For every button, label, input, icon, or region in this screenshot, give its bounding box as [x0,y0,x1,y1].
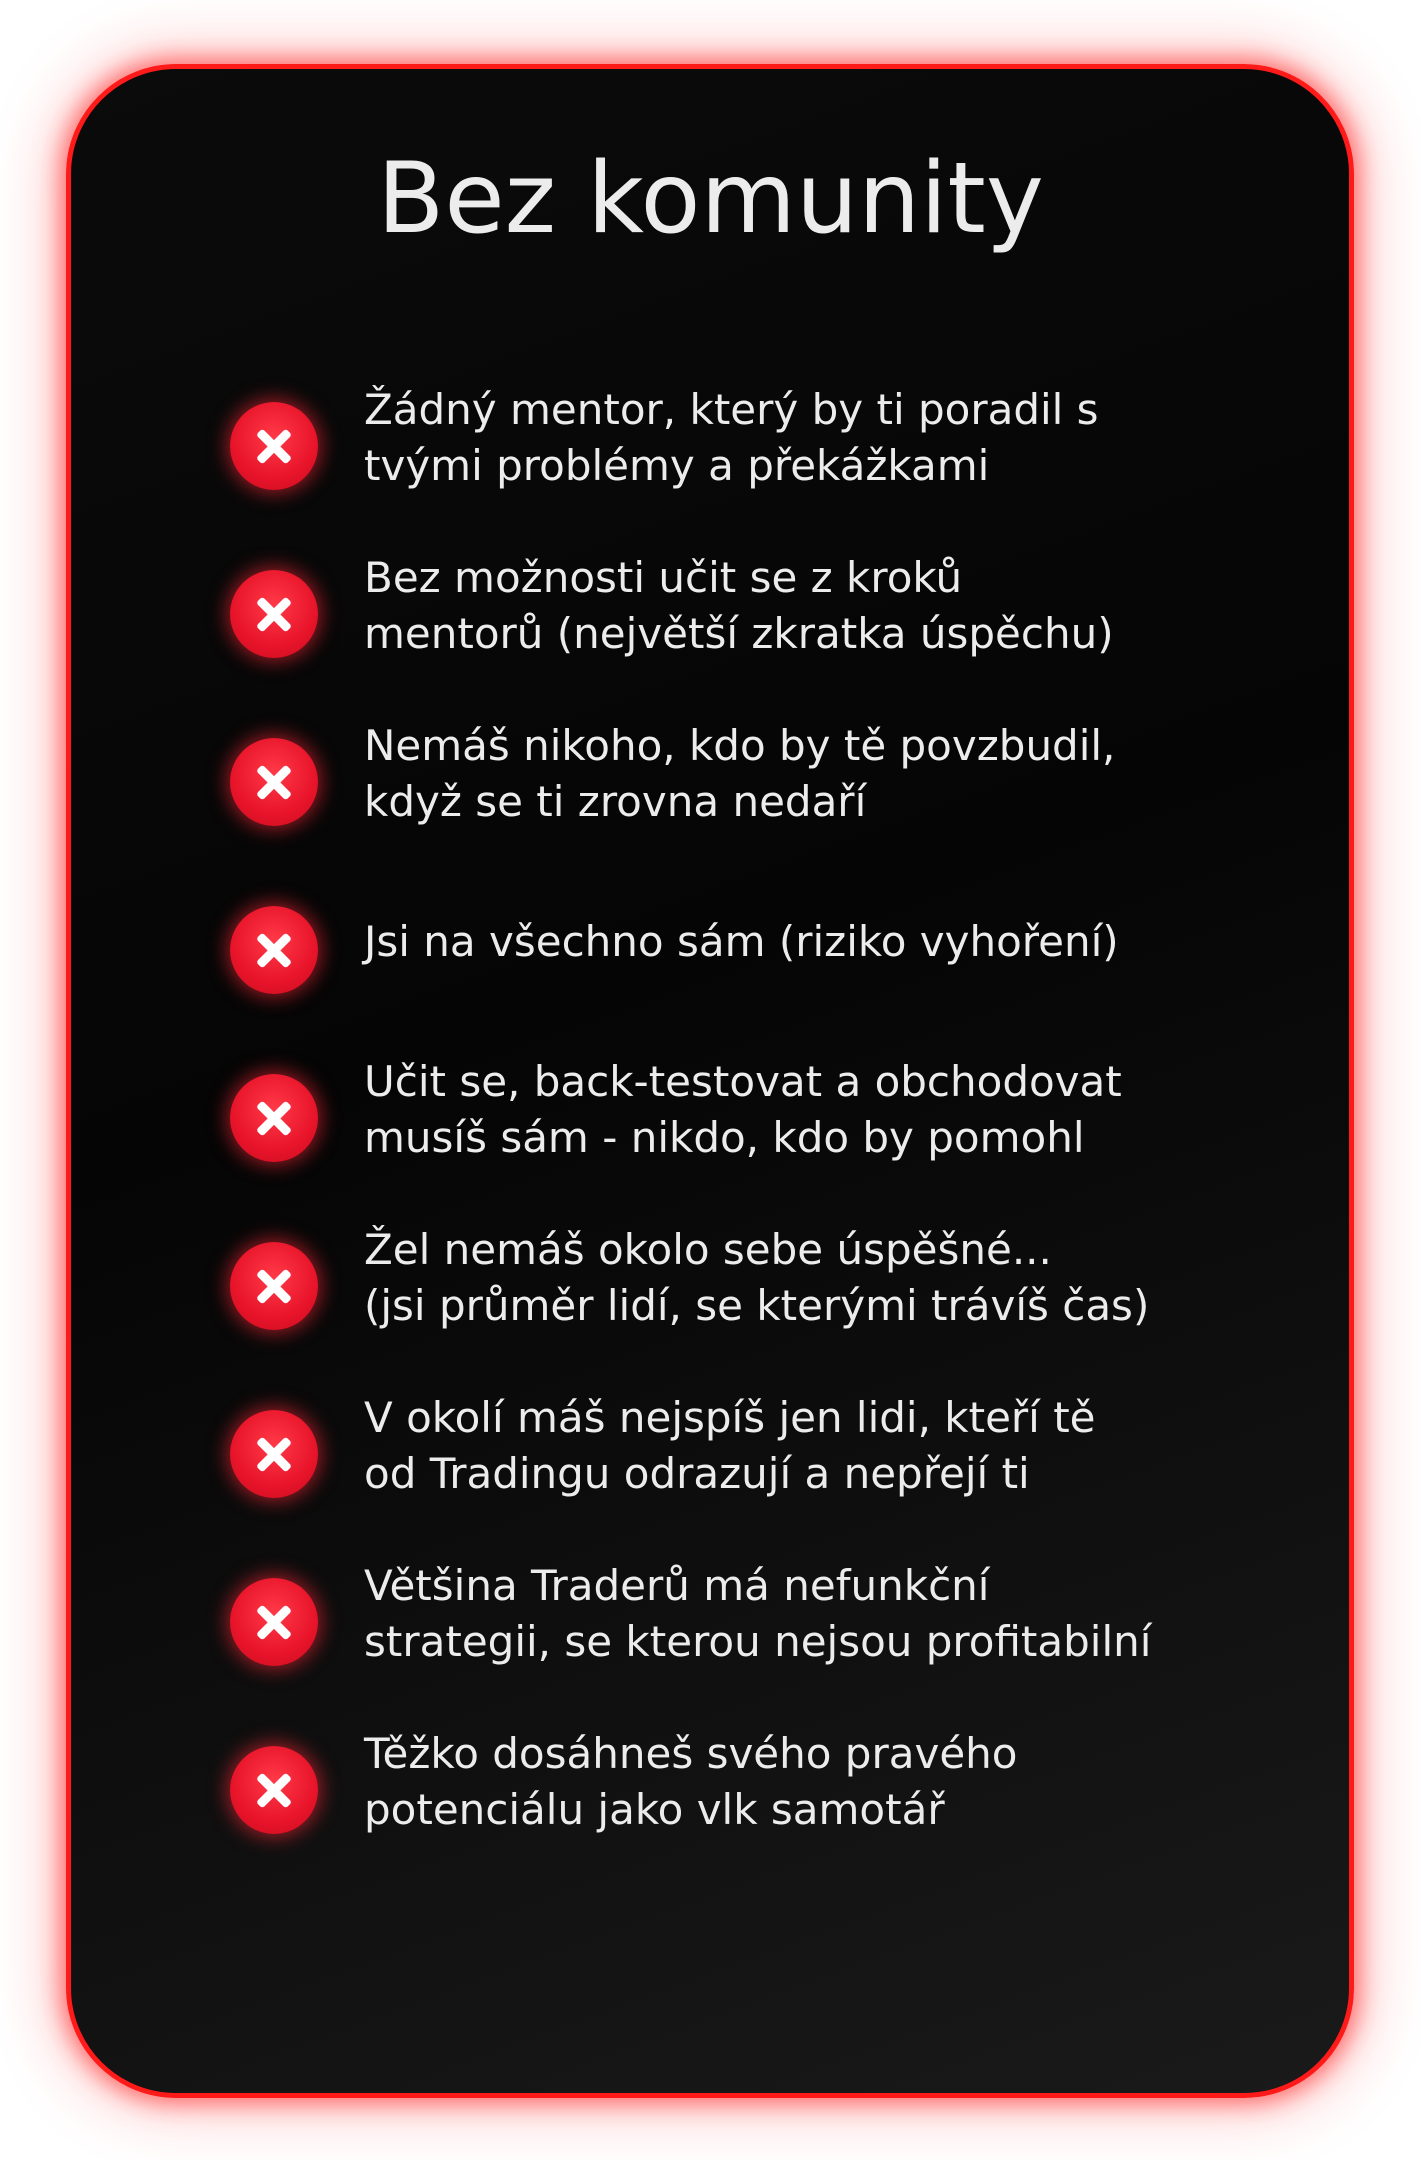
list-item-text: Žel nemáš okolo sebe úspěšné... (jsi průměr lidí, se kterými trávíš čas) [364,1225,1150,1330]
x-circle-icon [230,1578,318,1666]
x-circle-icon [230,1242,318,1330]
x-circle-icon [230,906,318,994]
x-circle-icon [230,1074,318,1162]
list-item [230,1057,1270,1200]
list-item [230,892,1270,1032]
x-circle-icon [230,570,318,658]
list-item [230,1729,1270,1872]
card-title: Bez komunity [377,142,1044,256]
list-item-text: Většina Traderů má nefunkční strategii, se kterou nejsou profitabilní [364,1561,1152,1666]
list-item-text: Nemáš nikoho, kdo by tě povzbudil, když se ti zrovna nedaří [364,721,1116,826]
list-item [230,385,1270,528]
list-item [230,721,1270,864]
list-item-text: Jsi na všechno sám (riziko vyhoření) [364,917,1119,966]
x-circle-icon [230,1746,318,1834]
x-circle-icon [230,1410,318,1498]
list-item [230,1225,1270,1368]
list-item-text: Těžko dosáhneš svého pravého potenciálu jako vlk samotář [364,1729,1018,1834]
list-item-text: V okolí máš nejspíš jen lidi, kteří tě od Tradingu odrazují a nepřejí ti [364,1393,1096,1498]
list-item-text: Bez možnosti učit se z kroků mentorů (největší zkratka úspěchu) [364,553,1114,658]
list-item [230,553,1270,696]
x-circle-icon [230,402,318,490]
list-item [230,1393,1270,1536]
list-item-text: Žádný mentor, který by ti poradil s tvými problémy a překážkami [364,385,1099,490]
list-item-text: Učit se, back-testovat a obchodovat musíš sám - nikdo, kdo by pomohl [364,1057,1122,1162]
x-circle-icon [230,738,318,826]
list-item [230,1561,1270,1704]
